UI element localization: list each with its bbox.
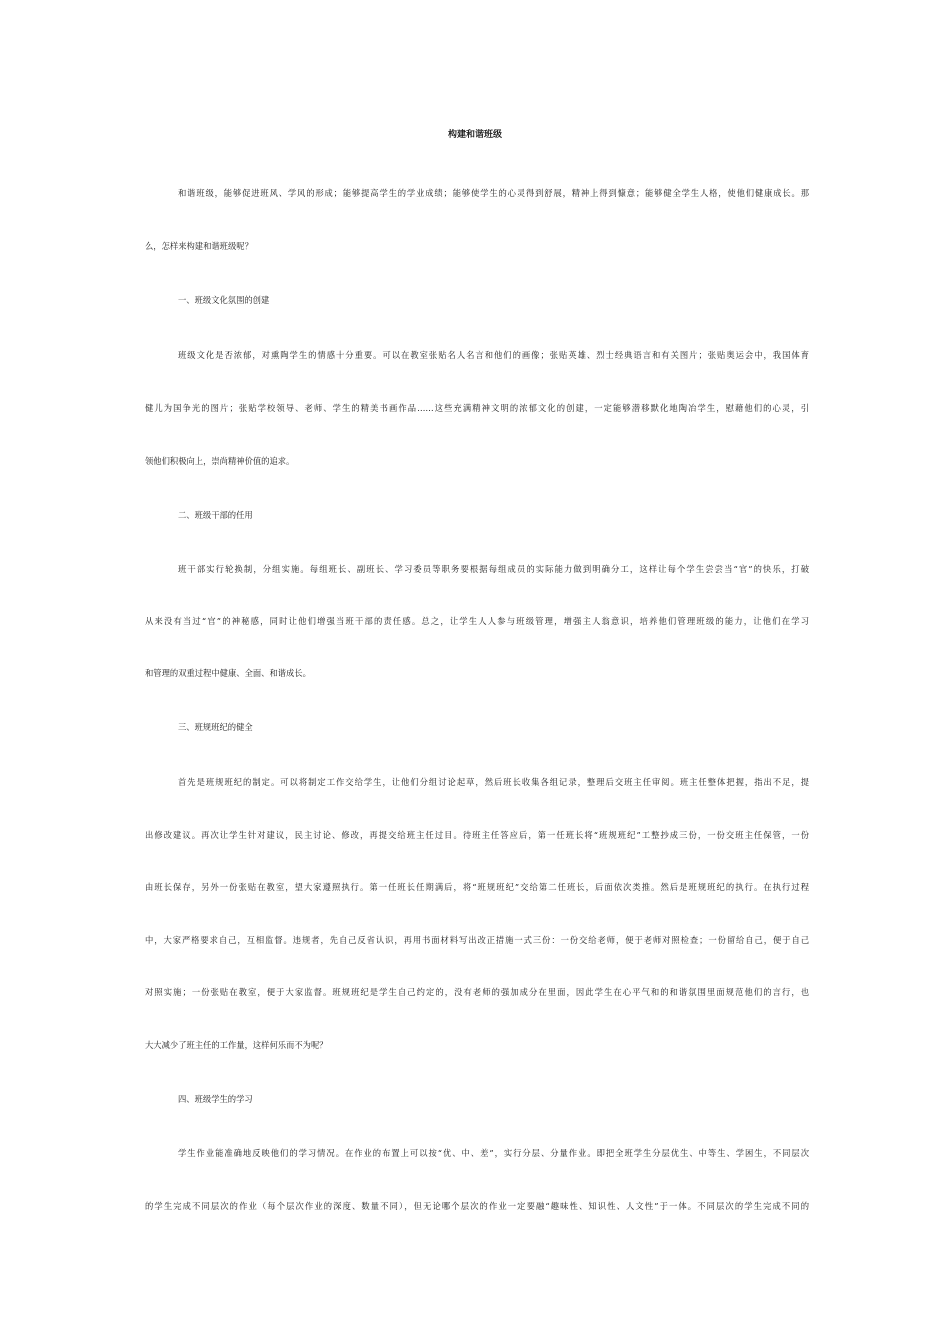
section-4-heading: 四、班级学生的学习 [178, 1094, 253, 1104]
section-4-line-2: 的学生完成不同层次的作业（每个层次作业的深度、数量不同），但无论哪个层次的作业一定要融“趣味性、知识性、人文性”于一体。不同层次的学生完成不同的 [145, 1201, 809, 1211]
section-2-heading: 二、班级干部的任用 [178, 510, 253, 520]
page-title: 构建和谐班级 [447, 130, 502, 140]
section-3-line-4: 中，大家严格要求自己，互相监督。违规者，先自己反省认识，再用书面材料写出改正措施一式三份：一份交给老师，便于老师对照检查；一份留给自己，便于自己 [145, 935, 809, 945]
section-3-line-1: 首先是班规班纪的制定。可以将制定工作交给学生，让他们分组讨论起草，然后班长收集各组记录，整理后交班主任审阅。班主任整体把握，指出不足，提 [178, 777, 809, 787]
section-1-heading: 一、班级文化氛围的创建 [178, 295, 270, 305]
section-3-line-5: 对照实施；一份张贴在教室，便于大家监督。班规班纪是学生自己约定的，没有老师的强加成分在里面，因此学生在心平气和的和谐氛围里面规范他们的言行，也 [145, 987, 809, 997]
section-2-line-2: 从来没有当过“官”的神秘感，同时让他们增强当班干部的责任感。总之，让学生人人参与班级管理，增强主人翁意识，培养他们管理班级的能力，让他们在学习 [145, 616, 809, 626]
section-1-line-3: 领他们积极向上，崇尚精神价值的追求。 [145, 456, 295, 466]
section-2-line-3: 和管理的双重过程中健康、全面、和谐成长。 [145, 668, 311, 678]
intro-line-1: 和谐班级，能够促进班风、学风的形成；能够提高学生的学业成绩；能够使学生的心灵得到舒展，精神上得到慷意；能够健全学生人格，使他们健康成长。那 [178, 188, 809, 198]
section-3-line-2: 出修改建议。再次让学生针对建议，民主讨论、修改，再提交给班主任过目。待班主任答应后，第一任班长将“班规班纪”工整抄成三份，一份交班主任保管，一份 [145, 830, 809, 840]
section-2-line-1: 班干部实行轮换制，分组实施。每组班长、副班长、学习委员等职务要根据每组成员的实际能力做到明确分工，这样让每个学生尝尝当“官”的快乐，打破 [178, 564, 809, 574]
section-3-heading: 三、班规班纪的健全 [178, 722, 253, 732]
section-1-line-1: 班级文化是否浓郁，对熏陶学生的情感十分重要。可以在教室张贴名人名言和他们的画像；张贴英雄、烈士经典语言和有关图片；张贴奥运会中，我国体育 [178, 350, 809, 360]
section-3-line-3: 由班长保存，另外一份张贴在教室，望大家遵照执行。第一任班长任期满后，将“班规班纪”交给第二任班长，后面依次类推。然后是班规班纪的执行。在执行过程 [145, 882, 809, 892]
section-1-line-2: 健儿为国争光的图片；张贴学校领导、老师、学生的精美书画作品……这些充满精神文明的浓郁文化的创建，一定能够潜移默化地陶冶学生，慰藉他们的心灵，引 [145, 403, 809, 413]
section-3-line-6: 大大减少了班主任的工作量，这样何乐而不为呢？ [145, 1040, 328, 1050]
intro-line-2: 么，怎样来构建和谐班级呢？ [145, 241, 253, 251]
section-4-line-1: 学生作业能准确地反映他们的学习情况。在作业的布置上可以按“优、中、差”，实行分层、分量作业。即把全班学生分层优生、中等生、学困生，不同层次 [178, 1148, 809, 1158]
